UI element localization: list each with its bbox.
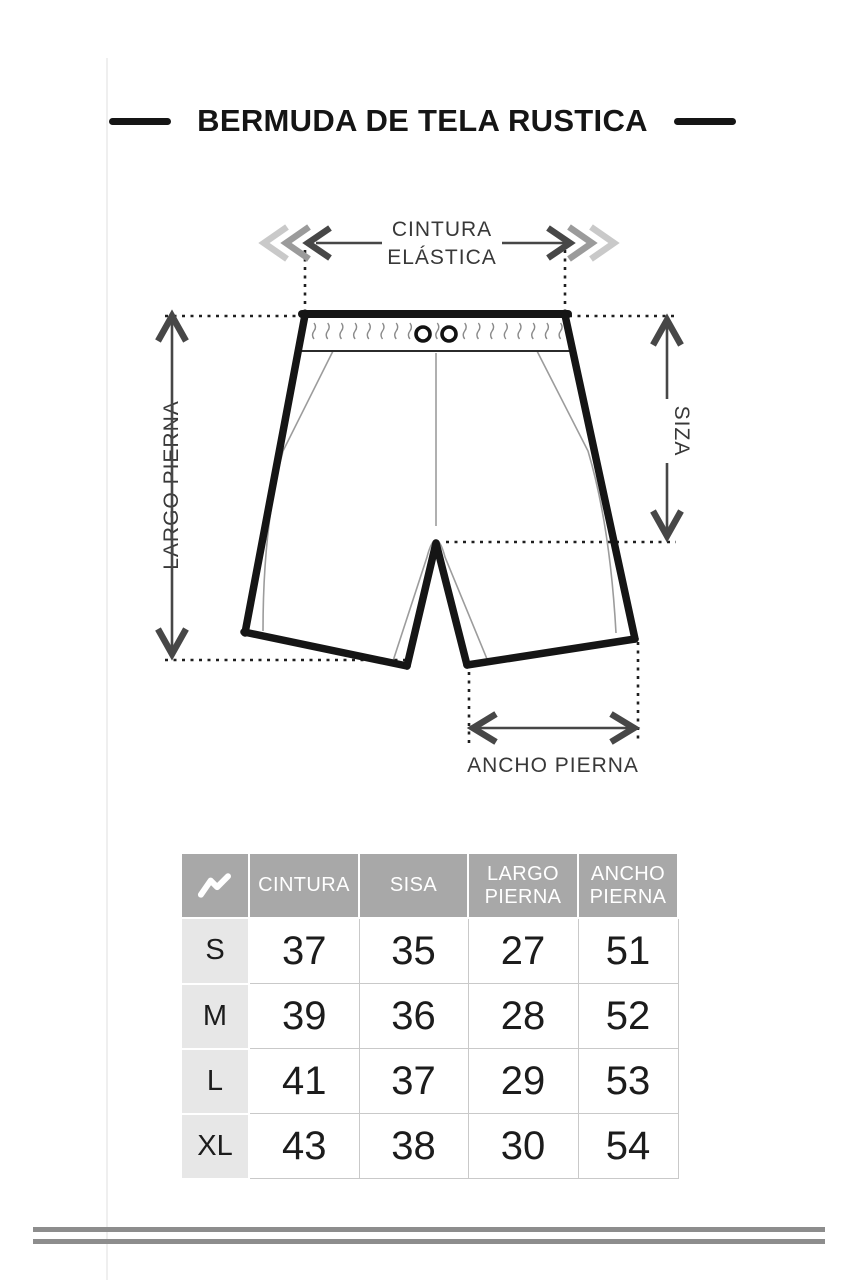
size-table-header [181, 853, 678, 918]
footer-divider-bar-bottom [33, 1239, 825, 1244]
waist-label-line1: CINTURA [391, 218, 493, 241]
value-cell: 43 [249, 1114, 359, 1179]
gather-mark [518, 323, 521, 339]
gather-mark [313, 323, 316, 339]
gather-mark [395, 323, 398, 339]
value-cell: 38 [359, 1114, 468, 1179]
gather-mark [477, 323, 480, 339]
value-cell: 41 [249, 1049, 359, 1114]
value-cell: 27 [468, 918, 578, 984]
brand-zigzag-logo-icon [195, 873, 235, 899]
column-header-sisa: SISA [359, 853, 468, 918]
value-cell: 35 [359, 918, 468, 984]
shorts-measurement-diagram [130, 195, 730, 795]
waist-measure [264, 218, 614, 269]
eyelet-right [442, 327, 456, 341]
value-cell: 53 [578, 1049, 678, 1114]
leg-length-measure [158, 316, 186, 654]
rise-measure [653, 320, 693, 536]
footer-divider-bar-top [33, 1227, 825, 1232]
seam-lines [263, 351, 616, 661]
size-label: XL [181, 1114, 249, 1179]
gather-mark [436, 323, 439, 339]
gather-mark [545, 323, 548, 339]
gather-mark [463, 323, 466, 339]
value-cell: 52 [578, 984, 678, 1049]
waistband-gathers [313, 323, 563, 339]
title-dash-right [674, 118, 736, 125]
leg-length-label: LARGO PIERNA [160, 400, 183, 570]
shorts-outline [244, 314, 635, 666]
right-hem [467, 639, 635, 665]
gather-mark [367, 323, 370, 339]
value-cell: 30 [468, 1114, 578, 1179]
leg-width-label: ANCHO PIERNA [467, 754, 639, 777]
value-cell: 51 [578, 918, 678, 984]
value-cell: 37 [249, 918, 359, 984]
inseam-v [407, 543, 467, 666]
table-row-m [181, 984, 678, 1049]
title-row [0, 103, 845, 139]
table-row-xl [181, 1114, 678, 1179]
gather-mark [408, 323, 411, 339]
gather-mark [326, 323, 329, 339]
column-header-cintura: CINTURA [249, 853, 359, 918]
size-table [180, 852, 679, 1180]
page-title: BERMUDA DE TELA RUSTICA [197, 103, 648, 138]
value-cell: 36 [359, 984, 468, 1049]
value-cell: 39 [249, 984, 359, 1049]
value-cell: 29 [468, 1049, 578, 1114]
value-cell: 54 [578, 1114, 678, 1179]
brand-logo-cell [181, 853, 249, 918]
page-edge-line [106, 58, 108, 1280]
gather-mark [491, 323, 494, 339]
gather-mark [559, 323, 562, 339]
right-outer-edge [565, 315, 635, 639]
value-cell: 28 [468, 984, 578, 1049]
title-dash-left [109, 118, 171, 125]
table-row-s [181, 918, 678, 984]
left-outer-edge [245, 315, 305, 633]
size-label: L [181, 1049, 249, 1114]
eyelet-left [416, 327, 430, 341]
rise-label: SIZA [670, 405, 693, 457]
leg-width-measure [467, 714, 639, 777]
size-label: M [181, 984, 249, 1049]
gather-mark [340, 323, 343, 339]
value-cell: 37 [359, 1049, 468, 1114]
gather-mark [532, 323, 535, 339]
column-header-ancho-pierna: ANCHO PIERNA [578, 853, 678, 918]
table-row-l [181, 1049, 678, 1114]
gather-mark [504, 323, 507, 339]
waist-label-line2: ELÁSTICA [387, 246, 497, 269]
gather-mark [354, 323, 357, 339]
size-label: S [181, 918, 249, 984]
column-header-largo-pierna: LARGO PIERNA [468, 853, 578, 918]
gather-mark [381, 323, 384, 339]
